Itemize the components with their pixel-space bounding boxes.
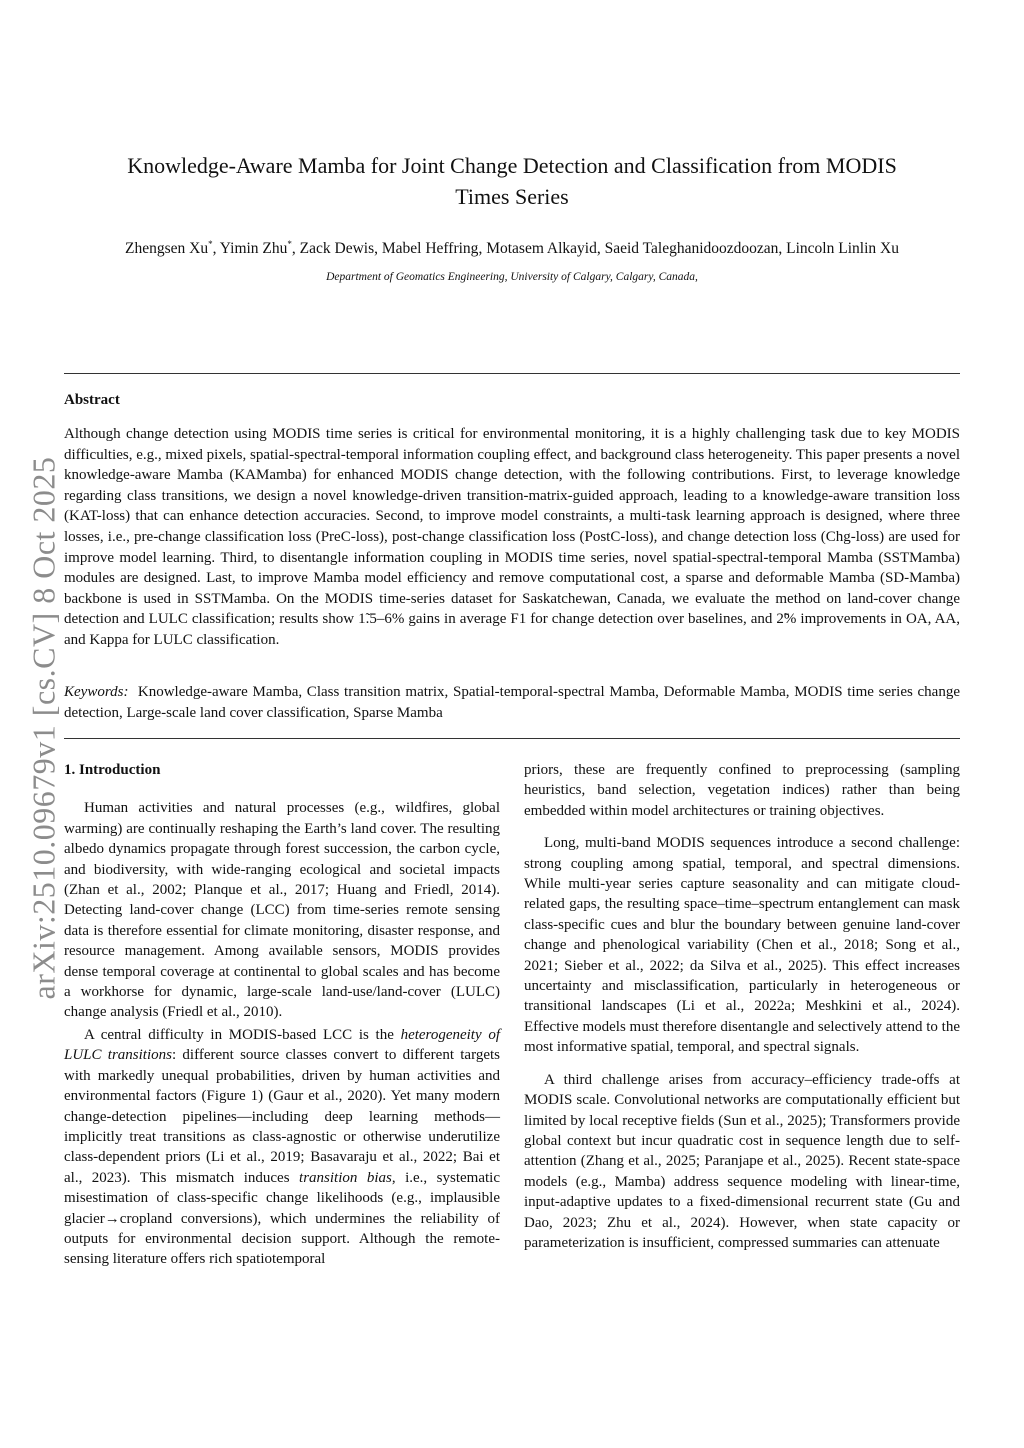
keywords: [64, 682, 960, 723]
title-line-2: Times Series: [455, 184, 569, 209]
intro-paragraph-2: [64, 1025, 500, 1270]
abstract-heading: Abstract: [64, 392, 120, 408]
author: Mabel Heffring: [381, 240, 479, 258]
title-line-1: Knowledge-Aware Mamba for Joint Change Detection and Classification from MODIS: [127, 153, 897, 178]
paper-title: [64, 150, 960, 212]
author: Saeid Taleghanidoozdoozan: [604, 240, 779, 258]
intro-paragraph-2-continued: priors, these are frequently confined to preprocessing (sampling heuristics, band selection, vegetation indices) rather than being embedded within model architectures or training objectives.: [524, 762, 960, 819]
affiliation: Department of Geomatics Engineering, University of Calgary, Calgary, Canada,: [326, 271, 698, 283]
emphasis: transition bias: [299, 1169, 392, 1186]
divider-top: [64, 373, 960, 374]
author-mark: *: [287, 239, 292, 249]
divider-bottom: [64, 738, 960, 739]
keywords-text: Knowledge-aware Mamba, Class transition matrix, Spatial-temporal-spectral Mamba, Deformable Mamba, MODIS time series change detection, Large-scale land cover classification, Sparse Mamba: [64, 684, 960, 721]
column-right: [524, 760, 960, 1253]
text-run: : different source classes convert to different targets with markedly unequal probabilities, driven by human activities and environmental factors (Figure 1) (Gaur et al., 2020). Yet many modern change-detection pipelines—including deep learning methods—implicitly treat transitions as class-agnostic or otherwise underutilize class-dependent priors (Li et al., 2019; Basavaraju et al., 2022; Bai et al., 2023). This mismatch induces: [64, 1047, 500, 1186]
author-list: Zhengsen Xu*, Yimin Zhu*, Zack Dewis, Mabel Heffring, Motasem Alkayid, Saeid Taleghanidoozdoozan, Lincoln Linlin Xu: [125, 239, 899, 258]
text-run: , i.e., systematic misestimation of class-specific change likelihoods (e.g., implausible glacier→cropland conversions), which undermines the reliability of outputs for environmental decision support. Although the remote-sensing literature offers rich spatiotemporal: [64, 1169, 500, 1268]
section-heading-introduction: 1. Introduction: [64, 762, 161, 778]
author: Zhengsen Xu: [125, 240, 209, 258]
intro-paragraph-4: A third challenge arises from accuracy–efficiency trade-offs at MODIS scale. Convolutional networks are computationally efficient but limited by local receptive fields (Sun et al., 2025); Transformers provide global context but incur quadratic cost in sequence length due to self-attention (Zhang et al., 2025; Paranjape et al., 2025). Recent state-space models (e.g., Mamba) address sequence modeling with linear-time, input-adaptive updates to a fixed-dimensional recurrent state (Gu and Dao, 2023; Zhu et al., 2024). However, when state capacity or parameterization is insufficient, compressed summaries can attenuate: [524, 1071, 960, 1251]
author: Lincoln Linlin Xu: [786, 240, 899, 258]
arxiv-identifier: arXiv:2510.09679v1 [cs.CV] 8 Oct 2025: [25, 456, 62, 1000]
intro-paragraph-1: Human activities and natural processes (e.g., wildfires, global warming) are continually reshaping the Earth’s land cover. The resulting albedo dynamics propagate through forest succession, the carbon cycle, and biodiversity, with wide-ranging ecological and societal impacts (Zhan et al., 2002; Planque et al., 2017; Huang and Friedl, 2014). Detecting land-cover change (LCC) from time-series remote sensing data is therefore essential for climate monitoring, disaster response, and resource management. Among available sensors, MODIS provides dense temporal coverage at continental to global scales and has become a workhorse for dynamic, large-scale land-use/land-cover (LULC) change analysis (Friedl et al., 2010).: [64, 800, 500, 1021]
abstract-text: Although change detection using MODIS time series is critical for environmental monitoring, it is a highly challenging task due to key MODIS difficulties, e.g., mixed pixels, spatial-spectral-temporal information coupling effect, and background class heterogeneity. This paper presents a novel knowledge-aware Mamba (KAMamba) for enhanced MODIS change detection, with the following contributions. First, to leverage knowledge regarding class transitions, we design a novel knowledge-driven transition-matrix-guided approach, leading to a knowledge-aware transition loss (KAT-loss) that can enhance detection accuracies. Second, to improve model constraints, a multi-task learning approach is designed, where three losses, i.e., pre-change classification loss (PreC-loss), post-change classification loss (PostC-loss), and change detection loss (Chg-loss) are used for improve model learning. Third, to disentangle information coupling in MODIS time series, novel spatial-spectral-temporal Mamba (SSTMamba) modules are designed. Last, to improve Mamba model efficiency and remove computational cost, a sparse and deformable Mamba (SD-Mamba) backbone is used in SSTMamba. On the MODIS time-series dataset for Saskatchewan, Canada, we evaluate the method on land-cover change detection and LULC classification; results show 1̃.5–6% gains in average F1 for change detection over baselines, and 2̃% improvements in OA, AA, and Kappa for LULC classification.: [64, 426, 960, 648]
author: Zack Dewis: [299, 240, 375, 258]
emphasis: heterogeneity of LULC transitions: [64, 1026, 500, 1064]
author-mark: *: [208, 239, 213, 249]
intro-paragraph-3: Long, multi-band MODIS sequences introduce a second challenge: strong coupling among spatial, temporal, and spectral dimensions. While multi-year series capture seasonality and can mitigate cloud-related gaps, the resulting space–time–spectrum entanglement can mask class-specific cues and blur the boundary between genuine land-cover change and phenological variability (Chen et al., 2018; Song et al., 2021; Sieber et al., 2022; da Silva et al., 2025). This effect increases uncertainty and misclassification, particularly in heterogeneous or transitional landscapes (Li et al., 2022a; Meshkini et al., 2024). Effective models must therefore disentangle and selectively attend to the most informative spatial, temporal, and spectral signals.: [524, 835, 960, 1056]
column-left: [64, 760, 500, 1270]
author: Motasem Alkayid: [486, 240, 597, 258]
keywords-label: Keywords:: [64, 684, 129, 700]
text-run: A central difficulty in MODIS-based LCC is the: [84, 1026, 401, 1043]
author: Yimin Zhu: [219, 240, 288, 258]
